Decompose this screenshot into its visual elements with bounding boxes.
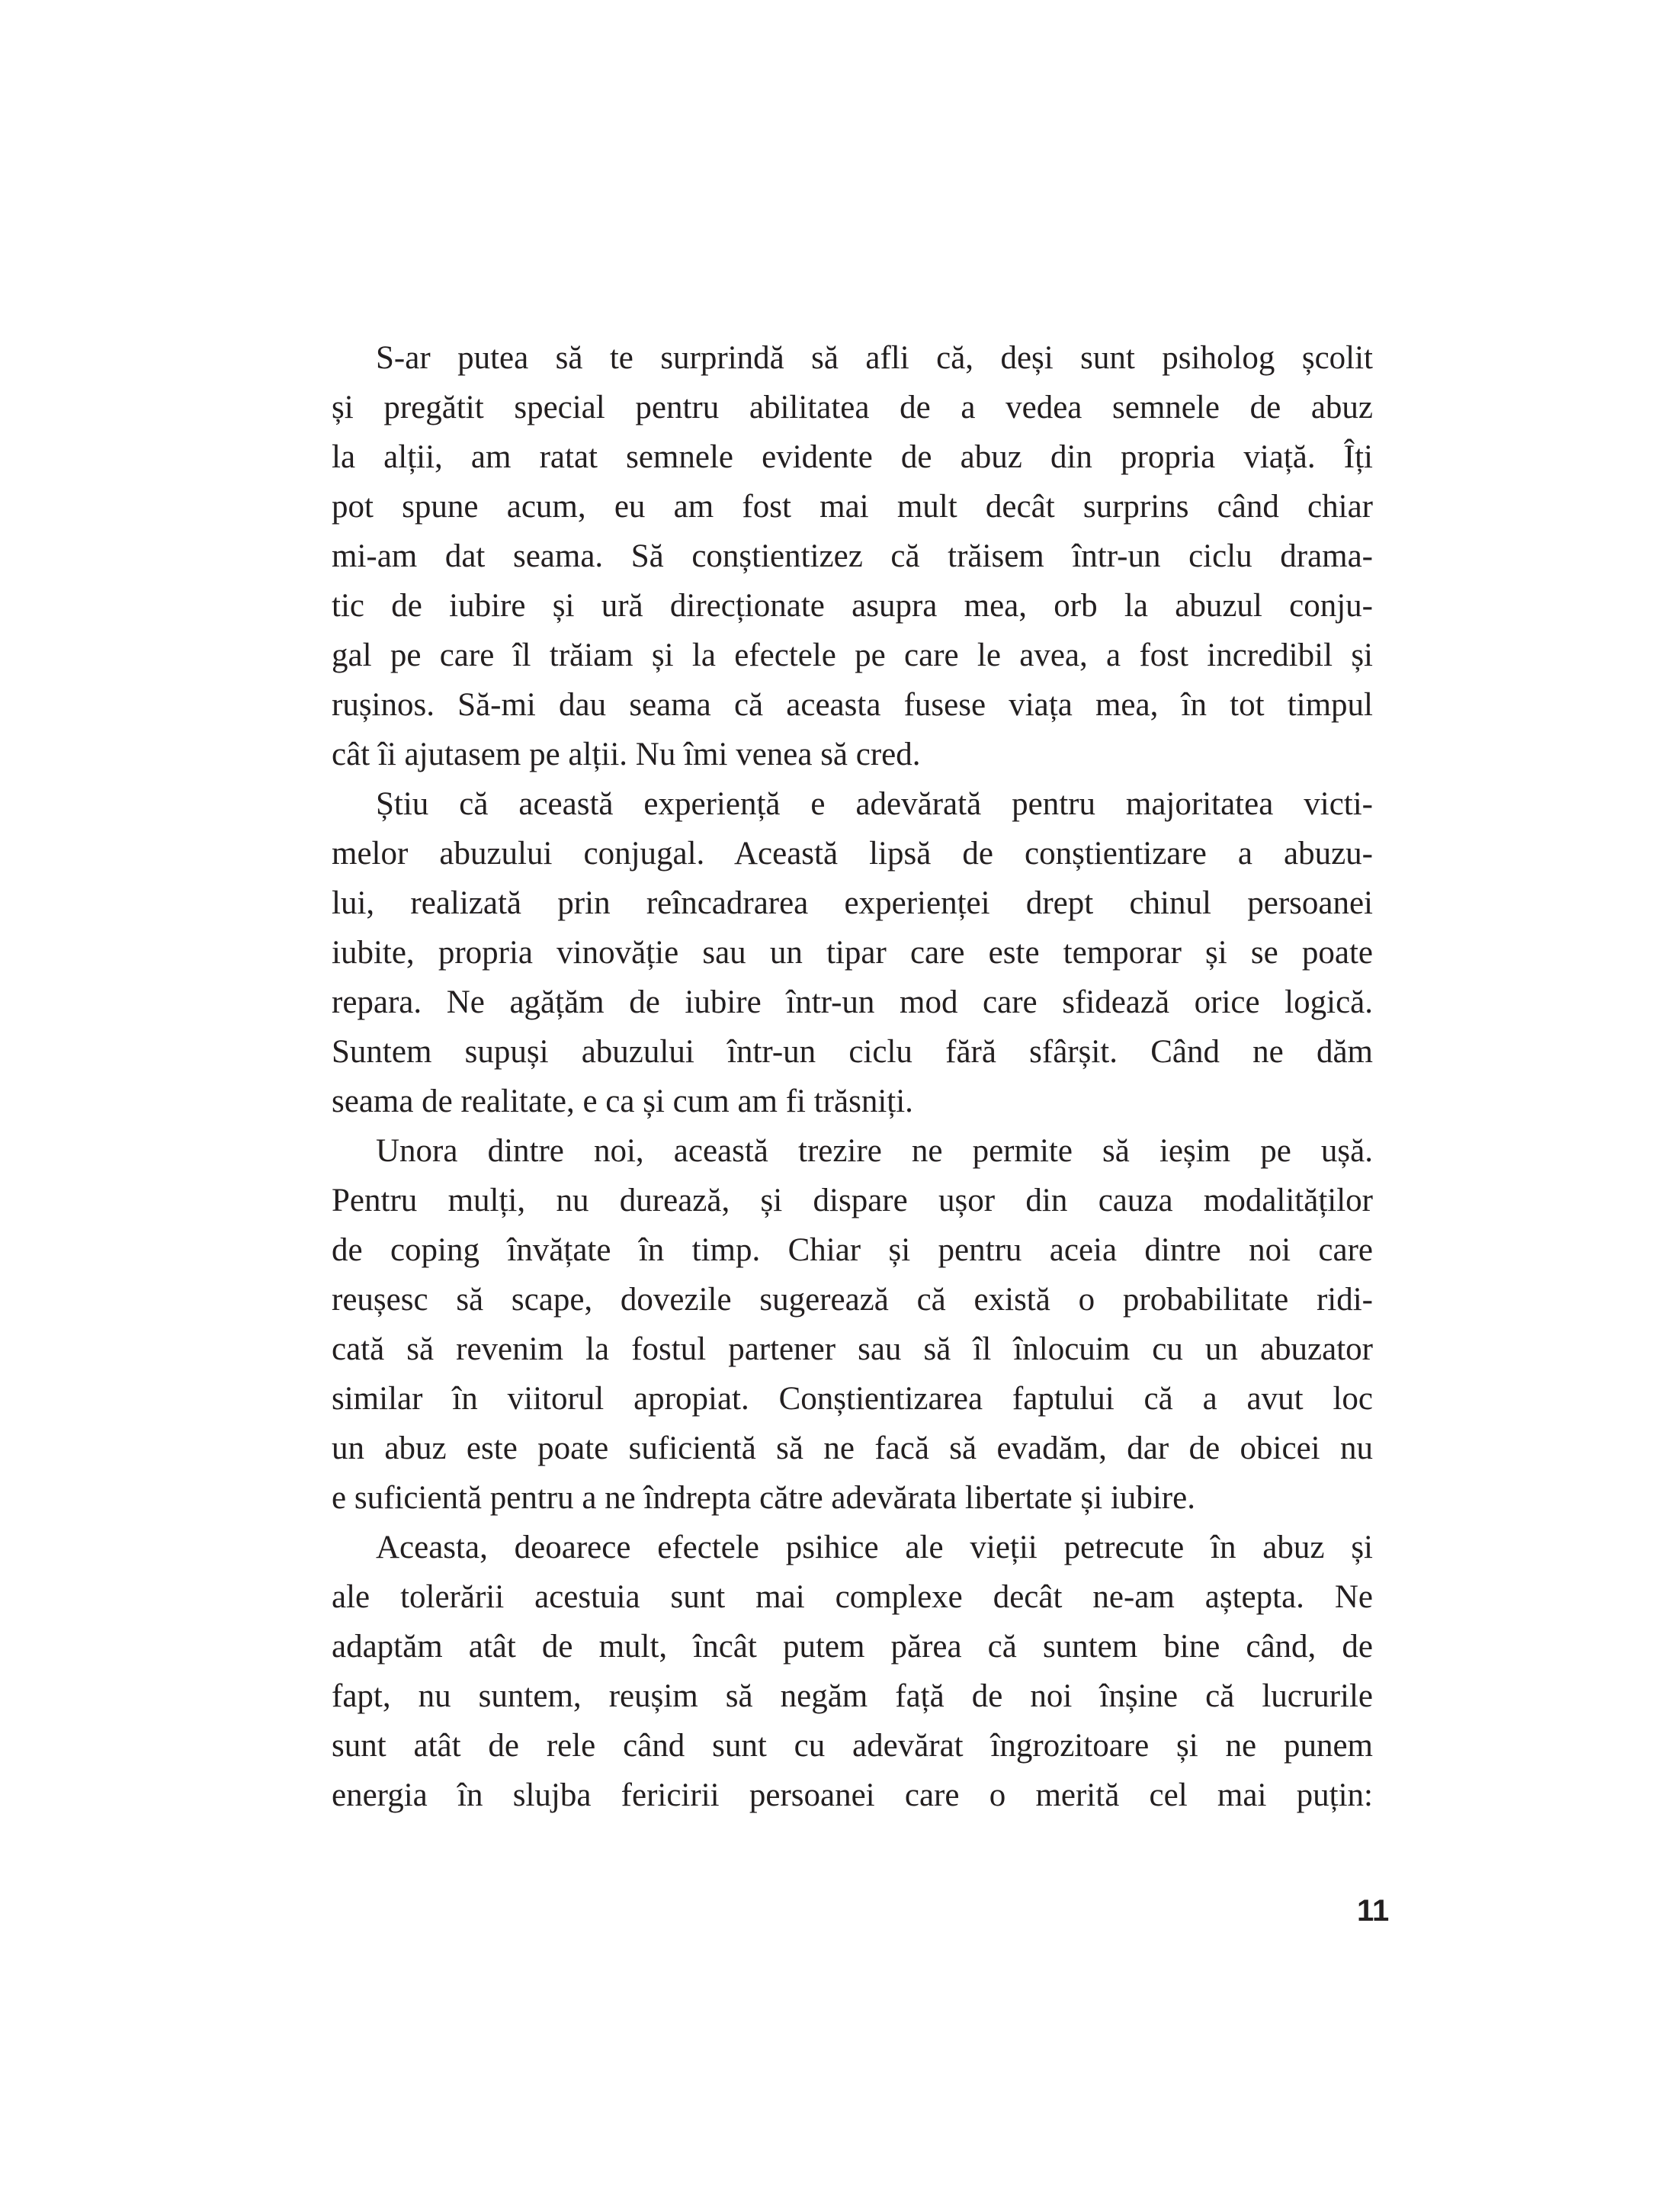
text-line: mi-am dat seama. Să conștientizez că trăisem într-un ciclu drama- (332, 538, 1373, 574)
text-line: Suntem supuși abuzului într-un ciclu fără sfârșit. Când ne dăm (332, 1034, 1373, 1070)
text-line: lui, realizată prin reîncadrarea experienței drept chinul persoanei (332, 885, 1373, 921)
text-line: tic de iubire și ură direcționate asupra mea, orb la abuzul conju- (332, 588, 1373, 624)
text-line: Unora dintre noi, această trezire ne permite să ieșim pe ușă. (376, 1133, 1373, 1169)
paragraph (332, 779, 1373, 1126)
body-text (332, 333, 1373, 1820)
text-line: Știu că această experiență e adevărată pentru majoritatea victi- (376, 786, 1373, 822)
text-line: de coping învățate în timp. Chiar și pentru aceia dintre noi care (332, 1232, 1373, 1268)
text-line: cât îi ajutasem pe alții. Nu îmi venea să cred. (332, 737, 921, 772)
text-line: adaptăm atât de mult, încât putem părea că suntem bine când, de (332, 1629, 1373, 1665)
text-line: repara. Ne agățăm de iubire într-un mod care sfidează orice logică. (332, 984, 1373, 1020)
text-line: gal pe care îl trăiam și la efectele pe care le avea, a fost incredibil și (332, 637, 1373, 673)
page-number: 11 (1357, 1894, 1390, 1928)
text-line: iubite, propria vinovăție sau un tipar care este temporar și se poate (332, 935, 1373, 971)
text-line: Pentru mulți, nu durează, și dispare ușor din cauza modalităților (332, 1183, 1373, 1218)
text-line: e suficientă pentru a ne îndrepta către adevărata libertate și iubire. (332, 1480, 1195, 1516)
text-line: melor abuzului conjugal. Această lipsă de conștientizare a abuzu- (332, 836, 1373, 872)
text-line: sunt atât de rele când sunt cu adevărat îngrozitoare și ne punem (332, 1728, 1373, 1764)
text-line: fapt, nu suntem, reușim să negăm față de noi înșine că lucrurile (332, 1678, 1373, 1714)
text-line: S-ar putea să te surprindă să afli că, deși sunt psiholog școlit (376, 340, 1373, 376)
text-line: energia în slujba fericirii persoanei care o merită cel mai puțin: (332, 1777, 1373, 1813)
text-line: similar în viitorul apropiat. Conștientizarea faptului că a avut loc (332, 1381, 1373, 1417)
text-line: pot spune acum, eu am fost mai mult decât surprins când chiar (332, 489, 1373, 525)
paragraph (332, 333, 1373, 779)
text-line: reușesc să scape, dovezile sugerează că există o probabilitate ridi- (332, 1282, 1373, 1318)
text-line: Aceasta, deoarece efectele psihice ale vieții petrecute în abuz și (376, 1530, 1373, 1565)
paragraph (332, 1523, 1373, 1820)
text-line: un abuz este poate suficientă să ne facă să evadăm, dar de obicei nu (332, 1430, 1373, 1466)
text-line: la alții, am ratat semnele evidente de abuz din propria viață. Îți (332, 439, 1373, 475)
paragraph (332, 1126, 1373, 1523)
text-line: seama de realitate, e ca și cum am fi trăsniți. (332, 1084, 913, 1119)
text-line: rușinos. Să-mi dau seama că aceasta fusese viața mea, în tot timpul (332, 687, 1373, 723)
text-line: și pregătit special pentru abilitatea de a vedea semnele de abuz (332, 390, 1373, 425)
text-line: ale tolerării acestuia sunt mai complexe decât ne-am aștepta. Ne (332, 1579, 1373, 1615)
text-line: cată să revenim la fostul partener sau să îl înlocuim cu un abuzator (332, 1331, 1373, 1367)
